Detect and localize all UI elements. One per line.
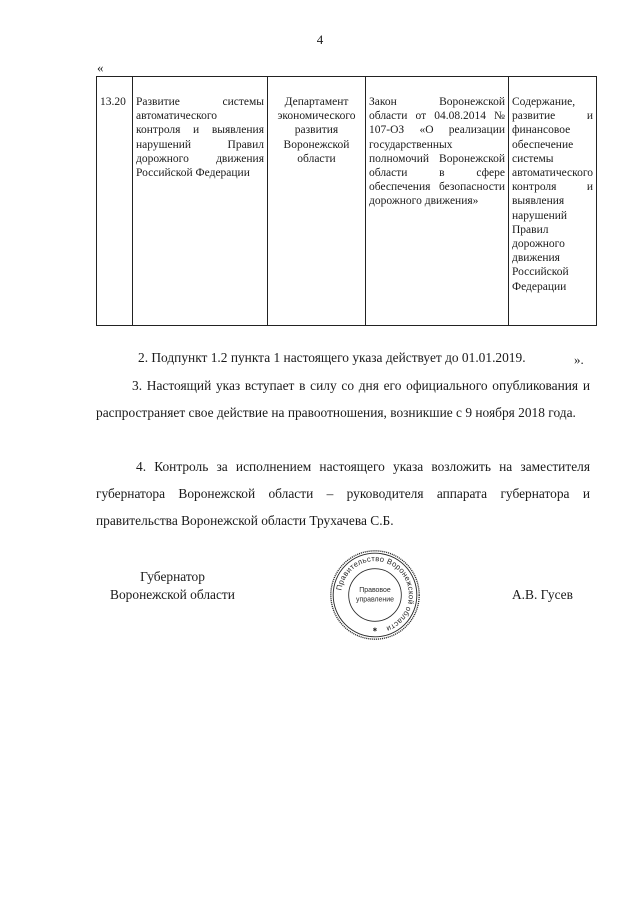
signatory-title xyxy=(100,568,245,604)
department-name: Департамент экономического развития Воронежской области xyxy=(277,96,356,165)
table-row xyxy=(97,77,597,326)
program-name-cell xyxy=(133,77,268,326)
paragraph-3: 3. Настоящий указ вступает в силу со дня его официального опубликования и распространяет свое действие на правоотношения, возникшие с 9 ноября 2018 года. xyxy=(96,378,590,420)
seal-star-icon: ✱ xyxy=(372,627,378,634)
row-number-cell xyxy=(97,77,133,326)
opening-quote-mark: « xyxy=(97,60,104,75)
seal-ring-text: Правительство Воронежской области xyxy=(334,554,416,634)
paragraph-2: 2. Подпункт 1.2 пункта 1 настоящего указа действует до 01.01.2019. xyxy=(138,350,526,365)
department-cell xyxy=(268,77,366,326)
legal-basis-cell xyxy=(366,77,509,326)
page-number: 4 xyxy=(316,32,324,47)
purpose-text: Содержание, развитие и финансовое обеспечение системы автоматического контроля и выявления нарушений Правил дорожного движения Российской Федерации xyxy=(512,96,594,293)
legal-basis: Закон Воронежской области от 04.08.2014 № 107-ОЗ «О реализации государственных полномочий Воронежской области в сфере обеспечения безопасности дорожного движения» xyxy=(369,96,505,208)
seal-center-line-2: управление xyxy=(356,596,394,604)
program-name: Развитие системы автоматического контроля и выявления нарушений Правил дорожного движения Российской Федерации xyxy=(136,96,264,180)
paragraph-4: 4. Контроль за исполнением настоящего указа возложить на заместителя губернатора Воронежской области – руководителя аппарата губернатора и правительства Воронежской области Трухачева С.Б. xyxy=(96,459,590,528)
signatory-title-line-2: Воронежской области xyxy=(110,587,235,602)
seal-center-line-1: Правовое xyxy=(359,587,391,595)
program-table xyxy=(96,76,597,326)
signatory-title-line-1: Губернатор xyxy=(140,569,205,584)
row-number: 13.20 xyxy=(100,96,126,108)
official-seal-stamp xyxy=(328,548,422,642)
purpose-cell xyxy=(509,77,597,326)
closing-quote-mark: ». xyxy=(574,352,584,367)
signatory-name: А.В. Гусев xyxy=(512,587,573,602)
